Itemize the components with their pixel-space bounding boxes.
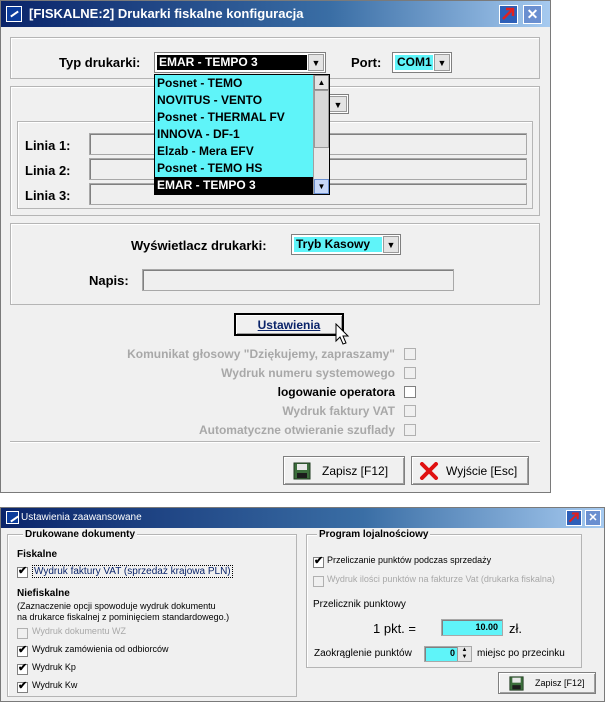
scroll-down-icon[interactable]: ▼ — [314, 179, 329, 194]
note-line1: (Zaznaczenie opcji spowoduje wydruk dokumentu — [17, 601, 216, 611]
typ-drukarki-dropdown[interactable] — [154, 74, 330, 195]
zl-label: zł. — [509, 621, 522, 636]
wyjscie-label: Wyjście [Esc] — [446, 464, 518, 478]
zapisz-button[interactable] — [283, 456, 405, 485]
option-checkbox[interactable] — [404, 405, 416, 417]
display-group — [10, 223, 540, 305]
mouse-cursor-icon — [335, 323, 351, 347]
typ-drukarki-value: EMAR - TEMPO 3 — [157, 55, 307, 70]
option-checkbox[interactable] — [404, 348, 416, 360]
typ-drukarki-label: Typ drukarki: — [59, 55, 141, 70]
dropdown-item[interactable]: NOVITUS - VENTO — [157, 93, 263, 107]
dropdown-item[interactable]: Elzab - Mera EFV — [157, 144, 254, 158]
ustawienia-button[interactable] — [234, 313, 344, 336]
close-icon[interactable]: ✕ — [585, 510, 601, 526]
dropdown-item[interactable]: EMAR - TEMPO 3 — [155, 177, 315, 194]
zaokraglenie-label: Zaokrąglenie punktów — [314, 648, 412, 659]
wydruk-kw-checkbox[interactable]: ✔ — [18, 680, 28, 692]
option-checkbox[interactable] — [404, 424, 416, 436]
linia3-label: Linia 3: — [25, 188, 71, 203]
spinner-up-icon[interactable]: ▲ — [457, 647, 471, 654]
wydruk-kw-label: Wydruk Kw — [32, 680, 78, 690]
wydruk-kp-checkbox[interactable]: ✔ — [18, 662, 28, 674]
dropdown-scrollbar[interactable] — [313, 75, 329, 194]
napis-label: Napis: — [89, 273, 129, 288]
port-select[interactable] — [392, 52, 452, 73]
help-icon[interactable] — [566, 510, 582, 526]
dropdown-item[interactable]: Posnet - TEMO — [157, 76, 243, 90]
dropdown-item[interactable]: INNOVA - DF-1 — [157, 127, 240, 141]
app-icon — [6, 6, 22, 22]
option-label: Automatyczne otwieranie szuflady — [198, 423, 395, 437]
linia1-label: Linia 1: — [25, 138, 71, 153]
program-header: Program lojalnościowy — [319, 529, 429, 540]
przelicznik-label: Przelicznik punktowy — [313, 599, 406, 610]
app-icon — [6, 511, 19, 524]
niefiskalne-label: Niefiskalne — [17, 588, 70, 599]
display-label: Wyświetlacz drukarki: — [131, 238, 267, 253]
adv-window-title: Ustawienia zaawansowane — [21, 512, 142, 523]
pkt-value: 10.00 — [475, 622, 498, 632]
wydruk-faktury-checkbox[interactable]: ✔ — [18, 565, 28, 577]
close-icon[interactable]: ✕ — [523, 5, 542, 24]
wydruk-kp-label: Wydruk Kp — [32, 662, 76, 672]
title-bar — [1, 1, 550, 27]
adv-zapisz-label: Zapisz [F12] — [535, 678, 585, 688]
option-label: logowanie operatora — [277, 385, 395, 399]
floppy-disk-icon — [293, 462, 311, 480]
wydruk-zam-label: Wydruk zamówienia od odbiorców — [32, 644, 169, 654]
window-title: [FISKALNE:2] Drukarki fiskalne konfiguracja — [29, 6, 304, 21]
option-label: Wydruk numeru systemowego — [221, 366, 395, 380]
chevron-down-icon[interactable]: ▼ — [329, 96, 347, 112]
close-x-icon — [419, 462, 439, 480]
ustawienia-label: Ustawienia — [257, 318, 321, 332]
wyjscie-button[interactable] — [411, 456, 529, 485]
option-label: Komunikat głosowy "Dziękujemy, zapraszamy" — [127, 347, 395, 361]
fiskalne-label: Fiskalne — [17, 549, 58, 560]
adv-title-bar — [1, 508, 604, 528]
dropdown-item[interactable]: Posnet - TEMO HS — [157, 161, 263, 175]
wydruk-wz-label: Wydruk dokumentu WZ — [32, 626, 126, 636]
help-icon[interactable] — [499, 5, 518, 24]
pkt-value-input[interactable] — [441, 619, 503, 636]
chevron-down-icon[interactable]: ▼ — [383, 236, 399, 253]
dropdown-item[interactable]: Posnet - THERMAL FV — [157, 110, 285, 124]
separator — [10, 441, 540, 443]
wydruk-ilosci-checkbox[interactable] — [313, 576, 324, 587]
chevron-down-icon[interactable]: ▼ — [434, 54, 450, 71]
drukowane-header: Drukowane dokumenty — [25, 529, 136, 540]
zaokr-spinner[interactable] — [424, 646, 472, 662]
chevron-down-icon[interactable]: ▼ — [308, 54, 324, 71]
wydruk-wz-checkbox[interactable] — [17, 628, 28, 639]
miejsc-label: miejsc po przecinku — [477, 648, 565, 659]
typ-drukarki-select[interactable] — [154, 52, 326, 73]
port-label: Port: — [351, 55, 382, 70]
adv-zapisz-button[interactable] — [498, 672, 596, 694]
linia2-label: Linia 2: — [25, 163, 71, 178]
option-checkbox[interactable] — [404, 386, 416, 398]
port-value: COM1 — [397, 55, 432, 69]
przeliczanie-checkbox[interactable]: ✔ — [314, 555, 324, 567]
zaokr-value: 0 — [449, 648, 455, 658]
wydruk-faktury-label[interactable]: Wydruk faktury VAT (sprzedaż krajowa PLN) — [34, 566, 231, 577]
napis-input[interactable] — [142, 269, 454, 291]
spinner-down-icon[interactable]: ▼ — [457, 654, 471, 661]
display-value: Tryb Kasowy — [294, 237, 382, 252]
display-select[interactable] — [291, 234, 401, 255]
scroll-thumb[interactable] — [314, 90, 329, 148]
advanced-settings-window — [0, 507, 605, 702]
option-label: Wydruk faktury VAT — [282, 404, 395, 418]
zapisz-label: Zapisz [F12] — [322, 464, 389, 478]
note-line2: na drukarce fiskalnej z pominięciem standardowego.) — [17, 612, 230, 622]
option-checkbox[interactable] — [404, 367, 416, 379]
wydruk-ilosci-label: Wydruk ilości punktów na fakturze Vat (drukarka fiskalna) — [327, 574, 555, 584]
przeliczanie-label: Przeliczanie punktów podczas sprzedaży — [327, 555, 492, 565]
wydruk-zam-checkbox[interactable]: ✔ — [18, 644, 28, 656]
scroll-up-icon[interactable]: ▲ — [314, 75, 329, 90]
floppy-disk-icon — [509, 676, 524, 691]
pkt-label: 1 pkt. = — [373, 621, 416, 636]
